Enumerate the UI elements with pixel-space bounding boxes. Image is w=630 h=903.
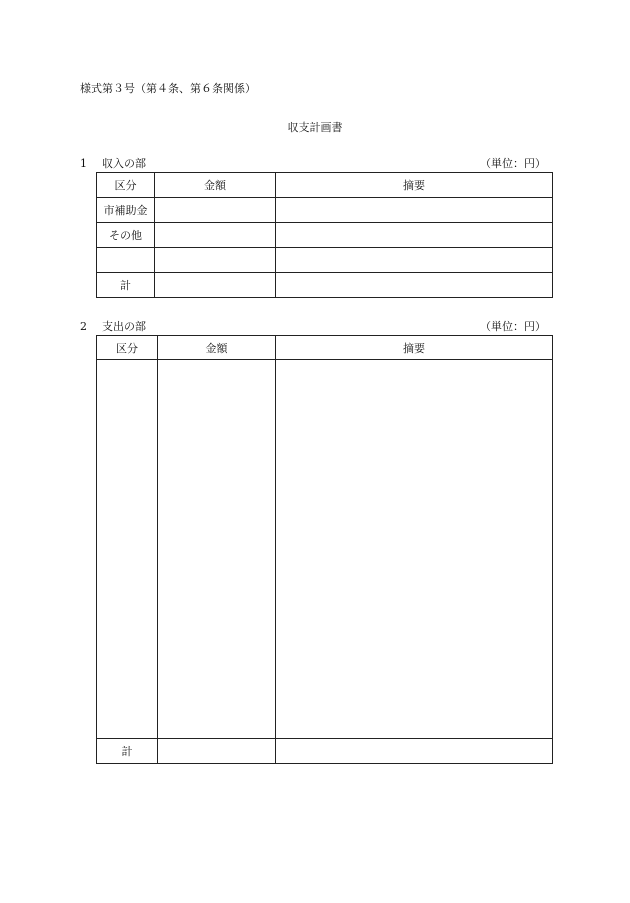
expense-body-category[interactable] (97, 360, 158, 739)
income-row-category: その他 (97, 223, 155, 248)
expense-section-number: 2 (80, 320, 87, 333)
income-unit-label: （単位：円） (480, 157, 546, 170)
income-row-amount[interactable] (155, 248, 276, 273)
expense-body-note[interactable] (276, 360, 553, 739)
income-header-category: 区分 (97, 173, 155, 198)
income-total-row (97, 273, 553, 298)
form-number: 様式第３号（第４条、第６条関係） (80, 82, 256, 95)
expense-table (96, 335, 553, 764)
income-row-note[interactable] (276, 198, 553, 223)
income-row-note[interactable] (276, 248, 553, 273)
income-table (96, 172, 553, 298)
expense-header-row (97, 336, 553, 360)
expense-total-label: 計 (97, 739, 158, 764)
income-row-subsidy (97, 198, 553, 223)
income-header-amount: 金額 (155, 173, 276, 198)
income-section-heading (80, 155, 146, 171)
expense-total-row (97, 739, 553, 764)
income-row-blank (97, 248, 553, 273)
document-title: 収支計画書 (287, 121, 343, 134)
income-header-note: 摘要 (276, 173, 553, 198)
income-row-amount[interactable] (155, 223, 276, 248)
income-section-number: 1 (80, 157, 87, 170)
income-row-category[interactable] (97, 248, 155, 273)
income-row-note[interactable] (276, 223, 553, 248)
expense-header-amount: 金額 (158, 336, 276, 360)
income-section-label: 収入の部 (102, 157, 146, 170)
income-total-label: 計 (97, 273, 155, 298)
expense-unit-label: （単位：円） (480, 320, 546, 333)
expense-header-category: 区分 (97, 336, 158, 360)
expense-body-row (97, 360, 553, 739)
expense-section-label: 支出の部 (102, 320, 146, 333)
expense-total-note[interactable] (276, 739, 553, 764)
income-row-amount[interactable] (155, 198, 276, 223)
expense-body-amount[interactable] (158, 360, 276, 739)
income-total-note[interactable] (276, 273, 553, 298)
income-row-other (97, 223, 553, 248)
income-total-amount[interactable] (155, 273, 276, 298)
expense-total-amount[interactable] (158, 739, 276, 764)
income-header-row (97, 173, 553, 198)
income-row-category: 市補助金 (97, 198, 155, 223)
expense-header-note: 摘要 (276, 336, 553, 360)
expense-section-heading (80, 318, 146, 334)
